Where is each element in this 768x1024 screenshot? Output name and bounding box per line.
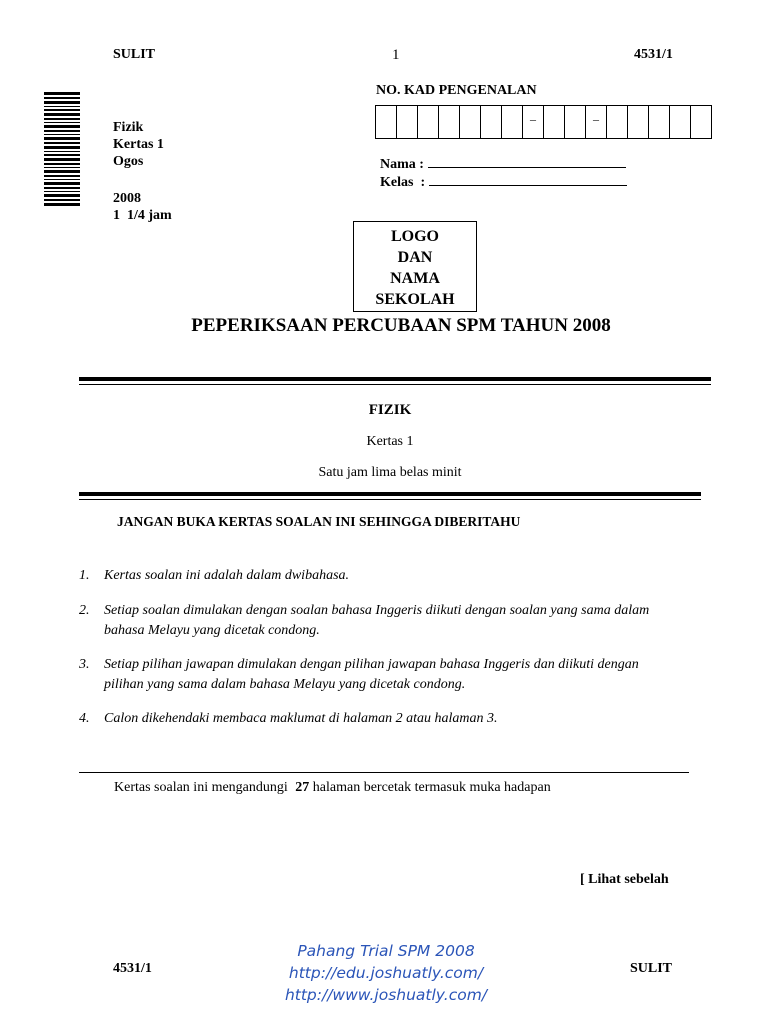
barcode-bar [44,113,80,116]
barcode-bar [44,146,80,149]
ic-box[interactable] [691,105,712,139]
barcode-bar [44,199,80,201]
barcode-bar [44,134,80,135]
barcode-bar [44,194,80,197]
info-year: 2008 [113,191,141,206]
ic-box[interactable]: – [523,105,544,139]
barcode-bar [44,122,80,123]
exam-paper: Kertas 1 [366,434,414,449]
rule-top-thin [79,384,711,385]
ic-box[interactable]: – [586,105,607,139]
logo-line-1: LOGO [390,228,439,245]
instruction-text: Setiap soalan dimulakan dengan soalan bahasa Inggeris diikuti dengan soalan yang sama dalam bahasa Melayu yang dicetak condong. [104,603,650,638]
barcode-bar [44,101,80,104]
class-line[interactable] [429,173,627,186]
ic-label: NO. KAD PENGENALAN [376,83,537,98]
instruction-number: 4. [79,711,90,726]
instruction-text: Setiap pilihan jawapan dimulakan dengan pilihan jawapan bahasa Inggeris dan diikuti dengan pilihan yang sama dalam bahasa Melayu yang dicetak condong. [104,657,639,692]
instruction-number: 2. [79,603,90,618]
year-info [113,190,172,224]
barcode-bar [44,130,80,132]
rule-bottom [79,772,689,773]
barcode-bar [44,151,80,152]
ic-number-boxes[interactable] [375,105,712,139]
source-link-2[interactable]: http://www.joshuatly.com/ [284,986,488,1004]
page-count-before: Kertas soalan ini mengandungi [114,780,288,795]
source-link-1[interactable]: http://edu.joshuatly.com/ [288,964,484,982]
barcode-bar [44,154,80,156]
school-logo-box [353,221,477,312]
footer-code: 4531/1 [113,961,152,976]
barcode-bar [44,142,80,144]
barcode-bar [44,175,80,177]
barcode-bar [44,109,80,111]
footer-sulit: SULIT [630,961,673,976]
barcode-bar [44,158,80,161]
name-line[interactable] [428,155,626,168]
page-count-number: 27 [295,780,310,795]
instruction-number: 3. [79,657,90,672]
barcode-bar [44,203,80,206]
barcode-bar [44,97,80,99]
page-count-after: halaman bercetak termasuk muka hadapan [312,780,551,795]
ic-box[interactable] [649,105,670,139]
warning-text: JANGAN BUKA KERTAS SOALAN INI SEHINGGA DIBERITAHU [117,514,521,529]
barcode-bar [44,137,80,140]
page-count-note [114,780,551,796]
barcode-bar [44,182,80,185]
name-field[interactable] [380,155,626,173]
barcode-bar [44,92,80,95]
rule-mid-thin [79,499,701,500]
ic-box[interactable] [607,105,628,139]
ic-box[interactable] [481,105,502,139]
barcode-bar [44,187,80,189]
instruction-text: Kertas soalan ini adalah dalam dwibahasa. [104,568,350,583]
info-subject: Fizik [113,120,144,135]
ic-box[interactable] [544,105,565,139]
ic-box[interactable] [418,105,439,139]
barcode-bar [44,179,80,180]
ic-box[interactable] [376,105,397,139]
subject-info [113,119,164,170]
ic-box[interactable] [565,105,586,139]
barcode-bar [44,118,80,120]
logo-line-4: SEKOLAH [375,291,455,308]
barcode-bar [44,170,80,173]
barcode-bar [44,167,80,168]
ic-box[interactable] [628,105,649,139]
info-month: Ogos [113,154,144,169]
turn-over-note: [ Lihat sebelah [580,872,669,887]
instruction-number: 1. [79,568,90,583]
barcode-bar [44,125,80,128]
rule-top-thick [79,377,711,381]
source-note [276,940,496,1006]
ic-box[interactable] [397,105,418,139]
source-title: Pahang Trial SPM 2008 [297,942,475,960]
barcode-bar [44,191,80,192]
exam-title: PEPERIKSAAN PERCUBAAN SPM TAHUN 2008 [191,315,611,336]
class-label: Kelas : [380,175,426,190]
exam-subject: FIZIK [368,402,412,418]
header-code: 4531/1 [634,47,673,62]
instruction-text: Calon dikehendaki membaca maklumat di halaman 2 atau halaman 3. [104,711,498,726]
ic-box[interactable] [460,105,481,139]
ic-box[interactable] [439,105,460,139]
ic-box[interactable] [502,105,523,139]
barcode-bar [44,163,80,165]
barcode-icon [44,92,80,208]
class-field[interactable] [380,173,627,191]
barcode-bar [44,106,80,107]
logo-line-2: DAN [397,249,433,266]
ic-box[interactable] [670,105,691,139]
header-sulit: SULIT [113,47,156,62]
page-number: 1 [392,47,400,63]
exam-duration: Satu jam lima belas minit [318,465,462,480]
rule-mid-thick [79,492,701,496]
name-label: Nama : [380,157,424,172]
info-duration: 1 1/4 jam [113,208,172,223]
info-paper: Kertas 1 [113,137,164,152]
logo-line-3: NAMA [390,270,440,287]
